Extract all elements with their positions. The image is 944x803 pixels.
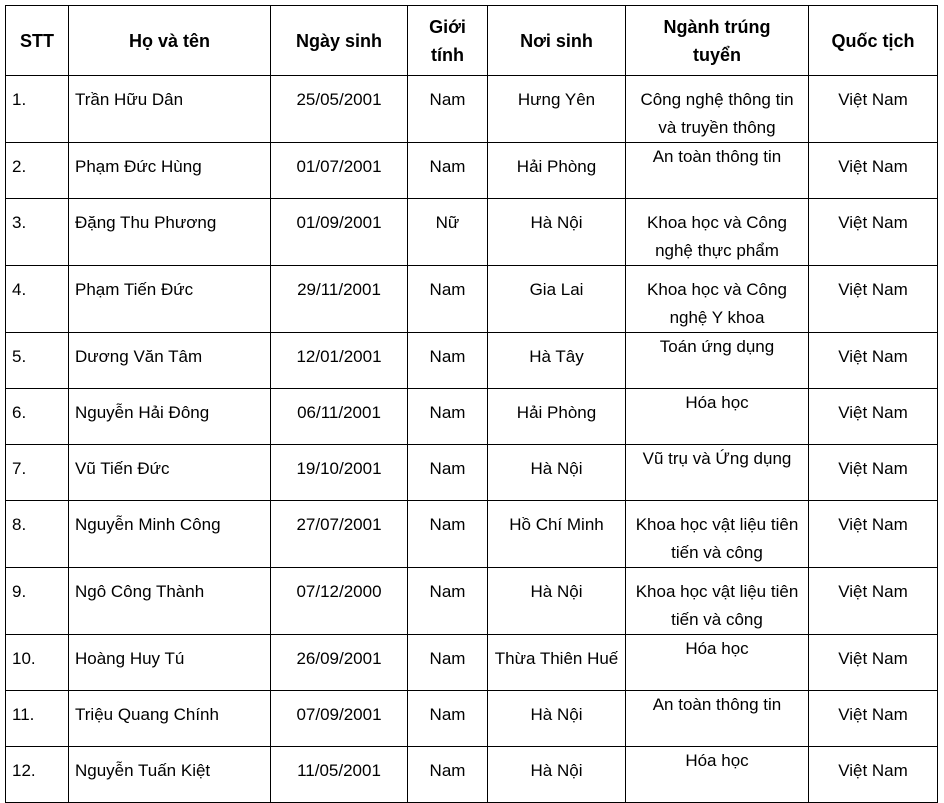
- cell-major: Công nghệ thông tin và truyền thông: [626, 76, 809, 143]
- cell-name: Nguyễn Minh Công: [69, 501, 271, 568]
- cell-dob: 26/09/2001: [271, 635, 408, 691]
- cell-nationality: Việt Nam: [809, 691, 938, 747]
- table-row: [6, 143, 938, 199]
- cell-gender: Nam: [408, 691, 488, 747]
- cell-dob: 07/09/2001: [271, 691, 408, 747]
- cell-gender: Nam: [408, 635, 488, 691]
- cell-nationality: Việt Nam: [809, 199, 938, 266]
- table-row: [6, 389, 938, 445]
- table-row: [6, 568, 938, 635]
- cell-dob: 29/11/2001: [271, 266, 408, 333]
- cell-major: Hóa học: [626, 635, 809, 691]
- table-header-row: [6, 6, 938, 76]
- cell-nationality: Việt Nam: [809, 445, 938, 501]
- table-row: [6, 691, 938, 747]
- cell-name: Ngô Công Thành: [69, 568, 271, 635]
- cell-dob: 06/11/2001: [271, 389, 408, 445]
- cell-name: Dương Văn Tâm: [69, 333, 271, 389]
- cell-gender: Nam: [408, 333, 488, 389]
- cell-major: Khoa học vật liệu tiên tiến và công: [626, 568, 809, 635]
- cell-major: Vũ trụ và Ứng dụng: [626, 445, 809, 501]
- cell-name: Phạm Đức Hùng: [69, 143, 271, 199]
- cell-birthplace: Hà Nội: [488, 691, 626, 747]
- cell-nationality: Việt Nam: [809, 76, 938, 143]
- table-row: [6, 266, 938, 333]
- cell-nationality: Việt Nam: [809, 333, 938, 389]
- cell-gender: Nam: [408, 143, 488, 199]
- cell-dob: 01/09/2001: [271, 199, 408, 266]
- column-header-dob: Ngày sinh: [271, 6, 408, 76]
- cell-major: Hóa học: [626, 389, 809, 445]
- cell-birthplace: Hưng Yên: [488, 76, 626, 143]
- cell-stt: 10.: [6, 635, 69, 691]
- column-header-name: Họ và tên: [69, 6, 271, 76]
- cell-name: Trần Hữu Dân: [69, 76, 271, 143]
- cell-gender: Nam: [408, 76, 488, 143]
- table-row: [6, 747, 938, 803]
- cell-dob: 19/10/2001: [271, 445, 408, 501]
- column-header-gender: Giới tính: [408, 6, 488, 76]
- table-row: [6, 76, 938, 143]
- table-row: [6, 445, 938, 501]
- cell-name: Vũ Tiến Đức: [69, 445, 271, 501]
- cell-major: Hóa học: [626, 747, 809, 803]
- cell-nationality: Việt Nam: [809, 568, 938, 635]
- cell-name: Hoàng Huy Tú: [69, 635, 271, 691]
- cell-nationality: Việt Nam: [809, 143, 938, 199]
- cell-birthplace: Hồ Chí Minh: [488, 501, 626, 568]
- cell-stt: 1.: [6, 76, 69, 143]
- cell-stt: 6.: [6, 389, 69, 445]
- table-row: [6, 501, 938, 568]
- cell-major: Toán ứng dụng: [626, 333, 809, 389]
- cell-name: Đặng Thu Phương: [69, 199, 271, 266]
- cell-name: Triệu Quang Chính: [69, 691, 271, 747]
- table-row: [6, 199, 938, 266]
- cell-stt: 8.: [6, 501, 69, 568]
- cell-stt: 5.: [6, 333, 69, 389]
- cell-dob: 07/12/2000: [271, 568, 408, 635]
- cell-stt: 12.: [6, 747, 69, 803]
- cell-nationality: Việt Nam: [809, 747, 938, 803]
- cell-gender: Nam: [408, 266, 488, 333]
- cell-gender: Nữ: [408, 199, 488, 266]
- cell-gender: Nam: [408, 568, 488, 635]
- cell-nationality: Việt Nam: [809, 389, 938, 445]
- cell-stt: 9.: [6, 568, 69, 635]
- cell-stt: 2.: [6, 143, 69, 199]
- cell-dob: 01/07/2001: [271, 143, 408, 199]
- cell-birthplace: Gia Lai: [488, 266, 626, 333]
- cell-dob: 25/05/2001: [271, 76, 408, 143]
- cell-dob: 11/05/2001: [271, 747, 408, 803]
- cell-birthplace: Hà Nội: [488, 568, 626, 635]
- table-row: [6, 333, 938, 389]
- cell-major: An toàn thông tin: [626, 143, 809, 199]
- column-header-birthplace: Nơi sinh: [488, 6, 626, 76]
- cell-gender: Nam: [408, 445, 488, 501]
- cell-birthplace: Hải Phòng: [488, 143, 626, 199]
- cell-name: Nguyễn Hải Đông: [69, 389, 271, 445]
- cell-stt: 3.: [6, 199, 69, 266]
- cell-nationality: Việt Nam: [809, 266, 938, 333]
- cell-birthplace: Hà Nội: [488, 199, 626, 266]
- cell-major: Khoa học và Công nghệ thực phẩm: [626, 199, 809, 266]
- column-header-major: Ngành trúng tuyển: [626, 6, 809, 76]
- cell-nationality: Việt Nam: [809, 501, 938, 568]
- cell-dob: 27/07/2001: [271, 501, 408, 568]
- cell-birthplace: Hà Nội: [488, 445, 626, 501]
- cell-birthplace: Hà Tây: [488, 333, 626, 389]
- cell-gender: Nam: [408, 389, 488, 445]
- cell-gender: Nam: [408, 747, 488, 803]
- cell-stt: 11.: [6, 691, 69, 747]
- cell-nationality: Việt Nam: [809, 635, 938, 691]
- cell-major: Khoa học và Công nghệ Y khoa: [626, 266, 809, 333]
- cell-birthplace: Hà Nội: [488, 747, 626, 803]
- cell-dob: 12/01/2001: [271, 333, 408, 389]
- cell-gender: Nam: [408, 501, 488, 568]
- table-body: [6, 76, 938, 803]
- cell-stt: 4.: [6, 266, 69, 333]
- cell-major: Khoa học vật liệu tiên tiến và công: [626, 501, 809, 568]
- student-table: [5, 5, 938, 803]
- cell-birthplace: Hải Phòng: [488, 389, 626, 445]
- cell-name: Nguyễn Tuấn Kiệt: [69, 747, 271, 803]
- table-row: [6, 635, 938, 691]
- column-header-nationality: Quốc tịch: [809, 6, 938, 76]
- cell-birthplace: Thừa Thiên Huế: [488, 635, 626, 691]
- cell-major: An toàn thông tin: [626, 691, 809, 747]
- column-header-stt: STT: [6, 6, 69, 76]
- cell-stt: 7.: [6, 445, 69, 501]
- cell-name: Phạm Tiến Đức: [69, 266, 271, 333]
